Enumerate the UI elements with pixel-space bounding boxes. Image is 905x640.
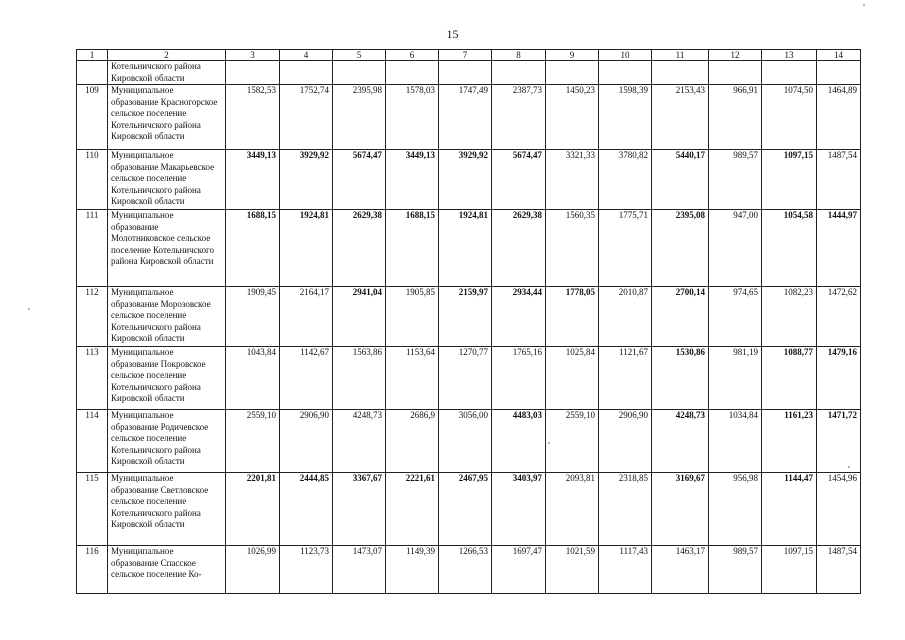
value-cell: [762, 61, 817, 85]
value-cell: 1034,84: [709, 410, 762, 473]
scan-speck: [28, 308, 30, 310]
municipality-name-cell: Муниципальное образование Спасское сельское поселение Ко-: [108, 546, 226, 594]
value-cell: 989,57: [709, 150, 762, 210]
value-cell: 2395,08: [652, 210, 709, 287]
value-cell: 2700,14: [652, 287, 709, 347]
value-cell: 5440,17: [652, 150, 709, 210]
value-cell: [709, 61, 762, 85]
value-cell: 1487,54: [817, 546, 861, 594]
value-cell: 2934,44: [492, 287, 546, 347]
column-header: 2: [108, 50, 226, 61]
value-cell: 1123,73: [280, 546, 333, 594]
value-cell: 1025,84: [546, 347, 599, 410]
value-cell: 4248,73: [652, 410, 709, 473]
value-cell: 1082,23: [762, 287, 817, 347]
value-cell: 2164,17: [280, 287, 333, 347]
value-cell: 4483,03: [492, 410, 546, 473]
value-cell: [386, 61, 439, 85]
value-cell: 989,57: [709, 546, 762, 594]
scan-speck: [548, 442, 550, 444]
value-cell: 3449,13: [226, 150, 280, 210]
value-cell: 1153,64: [386, 347, 439, 410]
value-cell: 1530,86: [652, 347, 709, 410]
value-cell: 5674,47: [333, 150, 386, 210]
value-cell: [280, 61, 333, 85]
value-cell: 1144,47: [762, 473, 817, 546]
value-cell: 1149,39: [386, 546, 439, 594]
row-number-cell: 110: [77, 150, 108, 210]
value-cell: 1121,67: [599, 347, 652, 410]
value-cell: 1578,03: [386, 85, 439, 150]
table-row: [77, 410, 861, 473]
column-header: 7: [439, 50, 492, 61]
value-cell: 3929,92: [280, 150, 333, 210]
value-cell: 3169,67: [652, 473, 709, 546]
value-cell: 956,98: [709, 473, 762, 546]
value-cell: 1752,74: [280, 85, 333, 150]
value-cell: 1454,96: [817, 473, 861, 546]
value-cell: 2201,81: [226, 473, 280, 546]
value-cell: 1450,23: [546, 85, 599, 150]
value-cell: [333, 61, 386, 85]
column-header: 1: [77, 50, 108, 61]
value-cell: 2686,9: [386, 410, 439, 473]
scan-speck: [848, 466, 850, 468]
value-cell: 2153,43: [652, 85, 709, 150]
value-cell: 1266,53: [439, 546, 492, 594]
value-cell: 2093,81: [546, 473, 599, 546]
value-cell: 1582,53: [226, 85, 280, 150]
value-cell: 3449,13: [386, 150, 439, 210]
table-row: [77, 473, 861, 546]
value-cell: 1464,89: [817, 85, 861, 150]
column-header: 3: [226, 50, 280, 61]
municipality-name-cell: Муниципальное образование Красногорское сельское поселение Котельничского района Кировской области: [108, 85, 226, 150]
value-cell: 1473,07: [333, 546, 386, 594]
value-cell: 3403,97: [492, 473, 546, 546]
value-cell: 2629,38: [333, 210, 386, 287]
value-cell: 1697,47: [492, 546, 546, 594]
value-cell: 947,00: [709, 210, 762, 287]
value-cell: [817, 61, 861, 85]
row-number-cell: 115: [77, 473, 108, 546]
column-header: 9: [546, 50, 599, 61]
value-cell: [492, 61, 546, 85]
table-row: [77, 287, 861, 347]
value-cell: 2444,85: [280, 473, 333, 546]
value-cell: [226, 61, 280, 85]
value-cell: 1747,49: [439, 85, 492, 150]
value-cell: 966,91: [709, 85, 762, 150]
value-cell: [652, 61, 709, 85]
table-row: [77, 85, 861, 150]
column-header: 6: [386, 50, 439, 61]
value-cell: 1479,16: [817, 347, 861, 410]
value-cell: 1924,81: [280, 210, 333, 287]
value-cell: 1487,54: [817, 150, 861, 210]
value-cell: 2941,04: [333, 287, 386, 347]
value-cell: 981,19: [709, 347, 762, 410]
value-cell: 1074,50: [762, 85, 817, 150]
value-cell: 2906,90: [599, 410, 652, 473]
row-number-cell: 109: [77, 85, 108, 150]
column-header: 11: [652, 50, 709, 61]
table-row: [77, 210, 861, 287]
municipality-name-cell: Котельничского района Кировской области: [108, 61, 226, 85]
page-number: 15: [446, 27, 459, 41]
value-cell: 3056,00: [439, 410, 492, 473]
value-cell: 2159,97: [439, 287, 492, 347]
value-cell: 1444,97: [817, 210, 861, 287]
municipality-name-cell: Муниципальное образование Морозовское сельское поселение Котельничского района Кировской области: [108, 287, 226, 347]
value-cell: 1097,15: [762, 150, 817, 210]
value-cell: 2906,90: [280, 410, 333, 473]
value-cell: 1563,86: [333, 347, 386, 410]
column-header: 14: [817, 50, 861, 61]
value-cell: 2318,85: [599, 473, 652, 546]
row-number-cell: 112: [77, 287, 108, 347]
value-cell: 2467,95: [439, 473, 492, 546]
municipality-name-cell: Муниципальное образование Светловское сельское поселение Котельничского района Кировской области: [108, 473, 226, 546]
scan-speck: [863, 4, 865, 6]
value-cell: 974,65: [709, 287, 762, 347]
value-cell: 1905,85: [386, 287, 439, 347]
value-cell: 1688,15: [226, 210, 280, 287]
municipality-name-cell: Муниципальное образование Родичевское сельское поселение Котельничского района Кировской области: [108, 410, 226, 473]
row-number-cell: 116: [77, 546, 108, 594]
value-cell: 3321,33: [546, 150, 599, 210]
value-cell: 3929,92: [439, 150, 492, 210]
value-cell: 2387,73: [492, 85, 546, 150]
continuation-row: [77, 61, 861, 85]
value-cell: [599, 61, 652, 85]
row-number-cell: 111: [77, 210, 108, 287]
value-cell: 1472,62: [817, 287, 861, 347]
column-header: 13: [762, 50, 817, 61]
data-table: [76, 49, 861, 594]
municipality-name-cell: Муниципальное образование Молотниковское сельское поселение Котельничского района Кировской области: [108, 210, 226, 287]
municipality-name-cell: Муниципальное образование Покровское сельское поселение Котельничского района Кировской области: [108, 347, 226, 410]
value-cell: 1909,45: [226, 287, 280, 347]
value-cell: 3780,82: [599, 150, 652, 210]
value-cell: 1043,84: [226, 347, 280, 410]
value-cell: 3367,67: [333, 473, 386, 546]
column-header: 8: [492, 50, 546, 61]
table-row: [77, 347, 861, 410]
value-cell: 1775,71: [599, 210, 652, 287]
row-number-cell: [77, 61, 108, 85]
value-cell: 1161,23: [762, 410, 817, 473]
value-cell: 2629,38: [492, 210, 546, 287]
column-header: 12: [709, 50, 762, 61]
value-cell: 1560,35: [546, 210, 599, 287]
value-cell: 1117,43: [599, 546, 652, 594]
municipality-name-cell: Муниципальное образование Макарьевское сельское поселение Котельничского района Кировской области: [108, 150, 226, 210]
value-cell: 1463,17: [652, 546, 709, 594]
value-cell: 1054,58: [762, 210, 817, 287]
value-cell: 2010,87: [599, 287, 652, 347]
column-header: 5: [333, 50, 386, 61]
value-cell: 1778,05: [546, 287, 599, 347]
value-cell: [546, 61, 599, 85]
value-cell: 2221,61: [386, 473, 439, 546]
row-number-cell: 114: [77, 410, 108, 473]
value-cell: 1270,77: [439, 347, 492, 410]
value-cell: 1598,39: [599, 85, 652, 150]
value-cell: 1471,72: [817, 410, 861, 473]
column-header: 4: [280, 50, 333, 61]
value-cell: 5674,47: [492, 150, 546, 210]
value-cell: 1924,81: [439, 210, 492, 287]
value-cell: 1097,15: [762, 546, 817, 594]
value-cell: 4248,73: [333, 410, 386, 473]
value-cell: 1142,67: [280, 347, 333, 410]
value-cell: 1765,16: [492, 347, 546, 410]
value-cell: 1026,99: [226, 546, 280, 594]
value-cell: 1688,15: [386, 210, 439, 287]
column-header: 10: [599, 50, 652, 61]
table-row: [77, 546, 861, 594]
value-cell: 1021,59: [546, 546, 599, 594]
value-cell: 2395,98: [333, 85, 386, 150]
value-cell: [439, 61, 492, 85]
value-cell: 2559,10: [226, 410, 280, 473]
value-cell: 1088,77: [762, 347, 817, 410]
header-row: [77, 50, 861, 61]
row-number-cell: 113: [77, 347, 108, 410]
table-row: [77, 150, 861, 210]
value-cell: 2559,10: [546, 410, 599, 473]
